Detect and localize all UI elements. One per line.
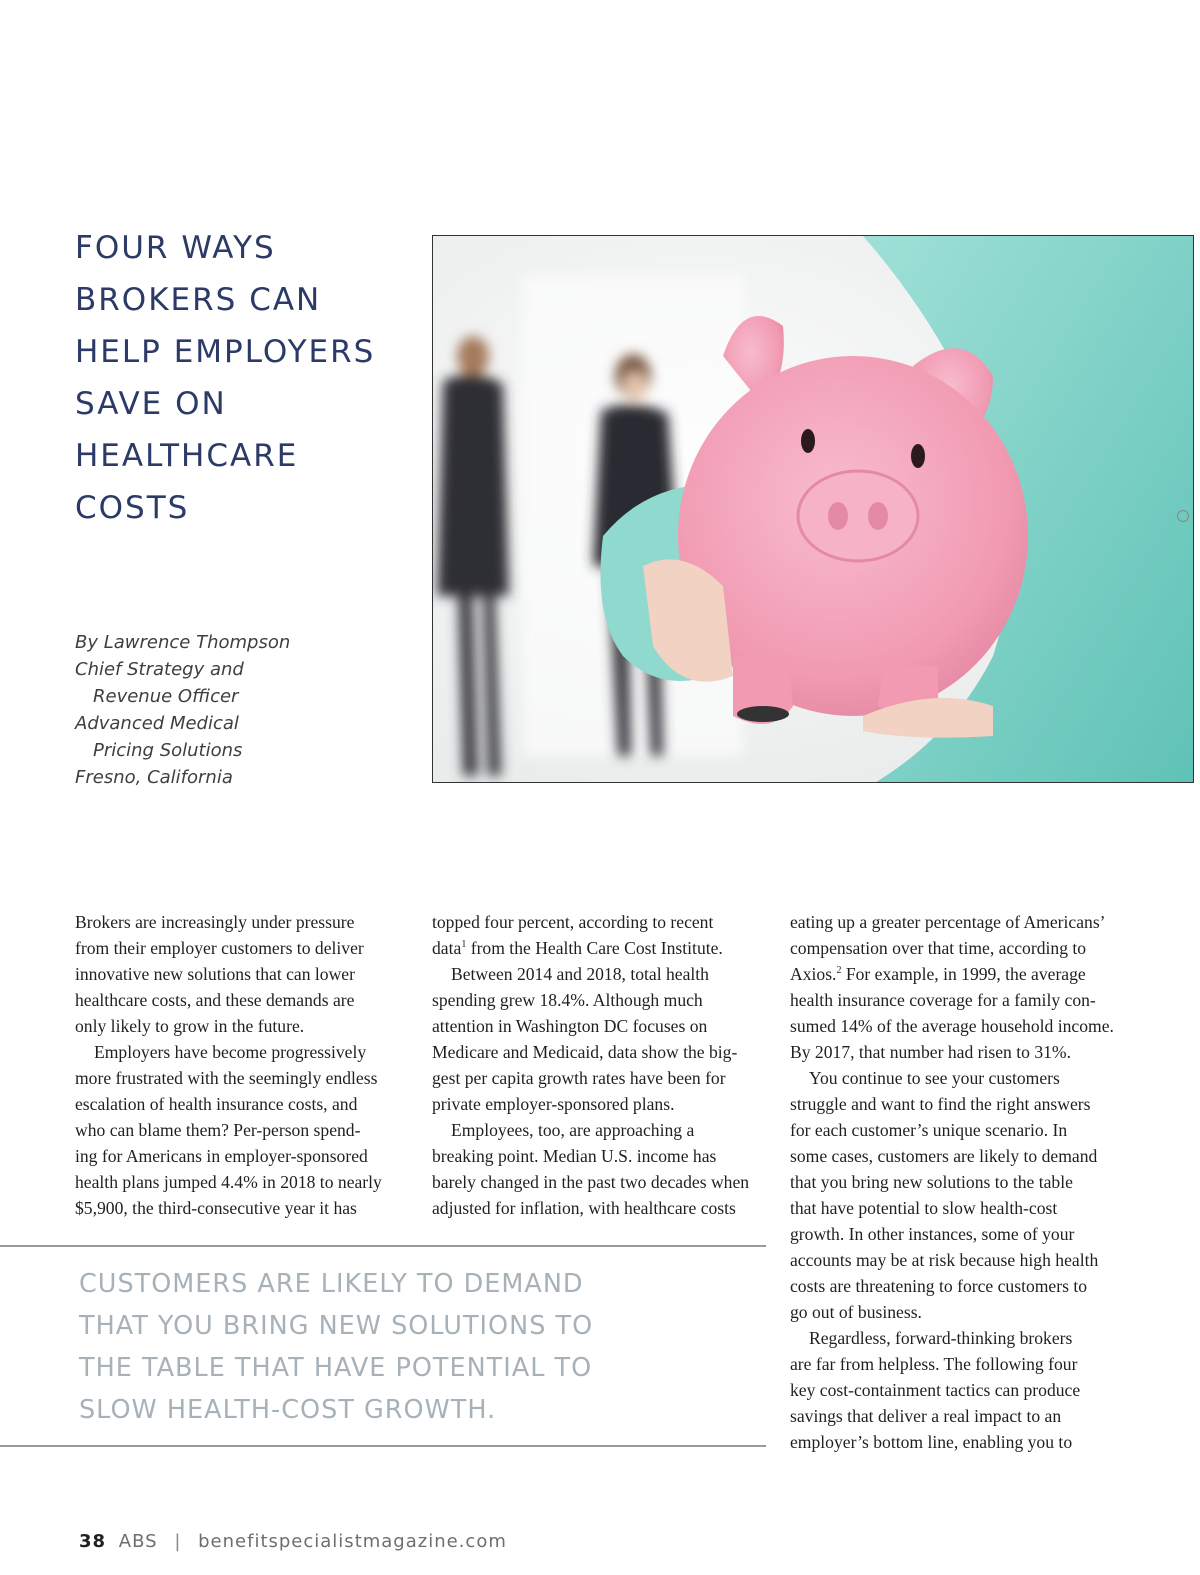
text-line: Employers have become progressively (94, 1042, 367, 1062)
text-line: private employer-sponsored plans. (432, 1094, 675, 1114)
byline-line: Fresno, California (75, 767, 233, 788)
paragraph (75, 1039, 405, 1221)
text-line: By 2017, that number had risen to 31%. (790, 1042, 1071, 1062)
paragraph (75, 909, 405, 1039)
pull-quote (79, 1263, 749, 1431)
pull-quote-bottom-rule (0, 1445, 766, 1447)
headline-line: HELP EMPLOYERS (75, 334, 376, 370)
paragraph (432, 1117, 764, 1221)
headline-line: HEALTHCARE (75, 438, 299, 474)
text-line: that have potential to slow health-cost (790, 1198, 1058, 1218)
text-line: more frustrated with the seemingly endless (75, 1068, 378, 1088)
text-line: innovative new solutions that can lower (75, 964, 355, 984)
byline-line: Revenue Officer (93, 686, 239, 707)
text-line: from their employer customers to deliver (75, 938, 364, 958)
paragraph (432, 909, 764, 961)
text-fragment: Axios. (790, 964, 837, 984)
text-fragment: from the Health Care Cost Institute. (466, 938, 723, 958)
article-column-1 (75, 909, 405, 1221)
text-line: for each customer’s unique scenario. In (790, 1120, 1068, 1140)
page-footer (79, 1531, 507, 1552)
pull-quote-line: THE TABLE THAT HAVE POTENTIAL TO (79, 1353, 593, 1383)
text-line: Brokers are increasingly under pressure (75, 912, 355, 932)
text-line: key cost-containment tactics can produce (790, 1380, 1081, 1400)
byline-line: Chief Strategy and (75, 659, 244, 680)
footer-separator: | (174, 1531, 182, 1552)
text-line: topped four percent, according to recent (432, 912, 714, 932)
text-line: attention in Washington DC focuses on (432, 1016, 708, 1036)
text-line: spending grew 18.4%. Although much (432, 990, 703, 1010)
text-line: health plans jumped 4.4% in 2018 to nearly (75, 1172, 382, 1192)
text-line: Regardless, forward-thinking brokers (809, 1328, 1073, 1348)
headline-line: BROKERS CAN (75, 282, 322, 318)
article-headline (75, 222, 420, 534)
website-link[interactable]: benefitspecialistmagazine.com (198, 1531, 507, 1552)
text-line: costs are threatening to force customers to (790, 1276, 1088, 1296)
text-line: breaking point. Median U.S. income has (432, 1146, 717, 1166)
piggy-bank-illustration (433, 236, 1194, 783)
text-line: ing for Americans in employer-sponsored (75, 1146, 368, 1166)
author-byline (75, 629, 405, 791)
text-line: accounts may be at risk because high health (790, 1250, 1099, 1270)
text-line: who can blame them? Per-person spend- (75, 1120, 361, 1140)
footnote-ref: 2 (836, 965, 842, 977)
paragraph (790, 1065, 1125, 1325)
headline-line: COSTS (75, 490, 190, 526)
byline-line: Advanced Medical (75, 713, 239, 734)
paragraph (790, 909, 1125, 1065)
text-line: employer’s bottom line, enabling you to (790, 1432, 1073, 1452)
text-fragment: data (432, 938, 462, 958)
text-line: go out of business. (790, 1302, 922, 1322)
text-line (432, 935, 764, 961)
text-line: gest per capita growth rates have been for (432, 1068, 726, 1088)
text-line: Medicare and Medicaid, data show the big- (432, 1042, 738, 1062)
headline-line: SAVE ON (75, 386, 227, 422)
text-line: Employees, too, are approaching a (451, 1120, 695, 1140)
text-line: struggle and want to find the right answers (790, 1094, 1091, 1114)
text-line: compensation over that time, according to (790, 938, 1087, 958)
pull-quote-line: THAT YOU BRING NEW SOLUTIONS TO (79, 1311, 594, 1341)
page-number: 38 (79, 1531, 107, 1552)
pull-quote-top-rule (0, 1245, 766, 1247)
pull-quote-line: SLOW HEALTH-COST GROWTH. (79, 1395, 497, 1425)
byline-line: Pricing Solutions (93, 740, 243, 761)
text-line: savings that deliver a real impact to an (790, 1406, 1062, 1426)
text-line: are far from helpless. The following four (790, 1354, 1078, 1374)
paragraph (432, 961, 764, 1117)
text-line: sumed 14% of the average household income. (790, 1016, 1114, 1036)
text-line: only likely to grow in the future. (75, 1016, 305, 1036)
text-line (790, 961, 1125, 987)
footnote-ref: 1 (461, 939, 467, 951)
text-line: some cases, customers are likely to demand (790, 1146, 1098, 1166)
text-line: escalation of health insurance costs, and (75, 1094, 358, 1114)
text-line: $5,900, the third-consecutive year it has (75, 1198, 357, 1218)
page-edge-marker-icon (1177, 510, 1189, 522)
text-line: growth. In other instances, some of your (790, 1224, 1075, 1244)
text-line: You continue to see your customers (809, 1068, 1060, 1088)
text-line: eating up a greater percentage of Americans’ (790, 912, 1106, 932)
text-fragment: For example, in 1999, the average (841, 964, 1086, 984)
publication-name: ABS (118, 1531, 158, 1552)
article-column-3 (790, 909, 1125, 1455)
pull-quote-line: CUSTOMERS ARE LIKELY TO DEMAND (79, 1269, 584, 1299)
article-column-2 (432, 909, 764, 1221)
text-line: barely changed in the past two decades when (432, 1172, 750, 1192)
paragraph (790, 1325, 1125, 1455)
text-line: healthcare costs, and these demands are (75, 990, 355, 1010)
headline-line: FOUR WAYS (75, 230, 276, 266)
text-line: Between 2014 and 2018, total health (451, 964, 709, 984)
text-line: adjusted for inflation, with healthcare costs (432, 1198, 736, 1218)
text-line: health insurance coverage for a family con- (790, 990, 1096, 1010)
article-photo (432, 235, 1194, 783)
text-line: that you bring new solutions to the table (790, 1172, 1073, 1192)
byline-line: By Lawrence Thompson (75, 632, 291, 653)
